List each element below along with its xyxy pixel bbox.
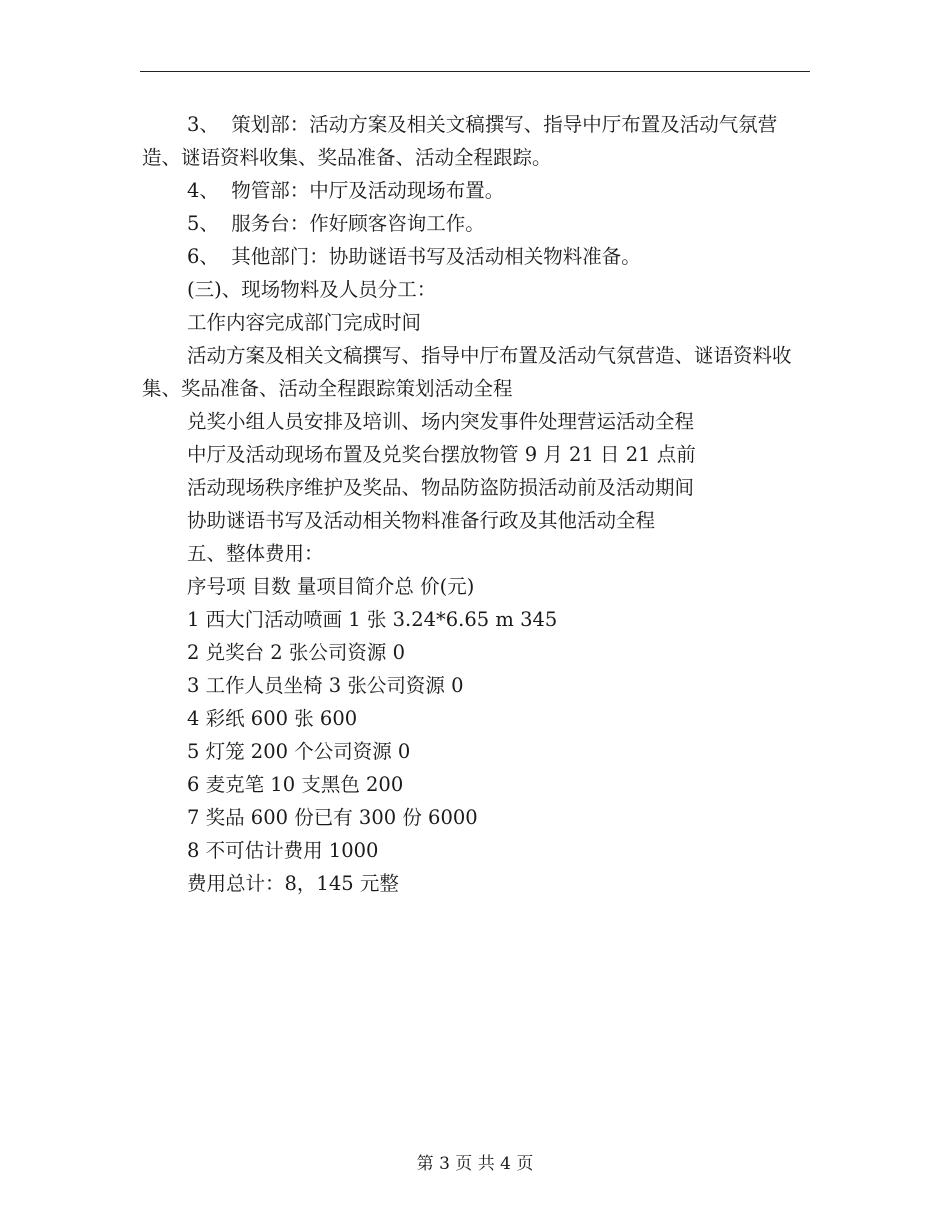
- section-heading: 五、整体费用：: [187, 542, 324, 565]
- table-row: 4 彩纸 600 张 600: [187, 707, 358, 730]
- paragraph: 6、 其他部门：协助谜语书写及活动相关物料准备。: [187, 245, 641, 268]
- table-row: 6 麦克笔 10 支黑色 200: [187, 773, 404, 796]
- table-row: 协助谜语书写及活动相关物料准备行政及其他活动全程: [187, 509, 656, 532]
- table-row: 3 工作人员坐椅 3 张公司资源 0: [187, 674, 464, 697]
- table-row: 中厅及活动现场布置及兑奖台摆放物管 9 月 21 日 21 点前: [187, 443, 696, 466]
- table-header: 序号项 目数 量项目简介总 价(元): [187, 575, 475, 598]
- table-row: 7 奖品 600 份已有 300 份 6000: [187, 806, 478, 829]
- table-row: 5 灯笼 200 个公司资源 0: [187, 740, 411, 763]
- cost-total: 费用总计：8，145 元整: [187, 872, 399, 895]
- header-rule: [140, 71, 810, 72]
- document-body: [142, 108, 810, 900]
- table-row: 8 不可估计费用 1000: [187, 839, 379, 862]
- section-heading: (三)、现场物料及人员分工：: [187, 278, 437, 301]
- table-row: 1 西大门活动喷画 1 张 3.24*6.65 m 345: [187, 608, 558, 631]
- paragraph: 3、 策划部：活动方案及相关文稿撰写、指导中厅布置及活动气氛营造、谜语资料收集、奖品准备、活动全程跟踪。: [142, 113, 778, 169]
- paragraph: 4、 物管部：中厅及活动现场布置。: [187, 179, 505, 202]
- paragraph: 5、 服务台：作好顾客咨询工作。: [187, 212, 485, 235]
- table-row: 活动方案及相关文稿撰写、指导中厅布置及活动气氛营造、谜语资料收集、奖品准备、活动全程跟踪策划活动全程: [142, 344, 792, 400]
- table-header: 工作内容完成部门完成时间: [187, 311, 422, 334]
- table-row: 活动现场秩序维护及奖品、物品防盗防损活动前及活动期间: [187, 476, 695, 499]
- table-row: 2 兑奖台 2 张公司资源 0: [187, 641, 406, 664]
- page-number-footer: 第 3 页 共 4 页: [416, 1154, 534, 1174]
- table-row: 兑奖小组人员安排及培训、场内突发事件处理营运活动全程: [187, 410, 695, 433]
